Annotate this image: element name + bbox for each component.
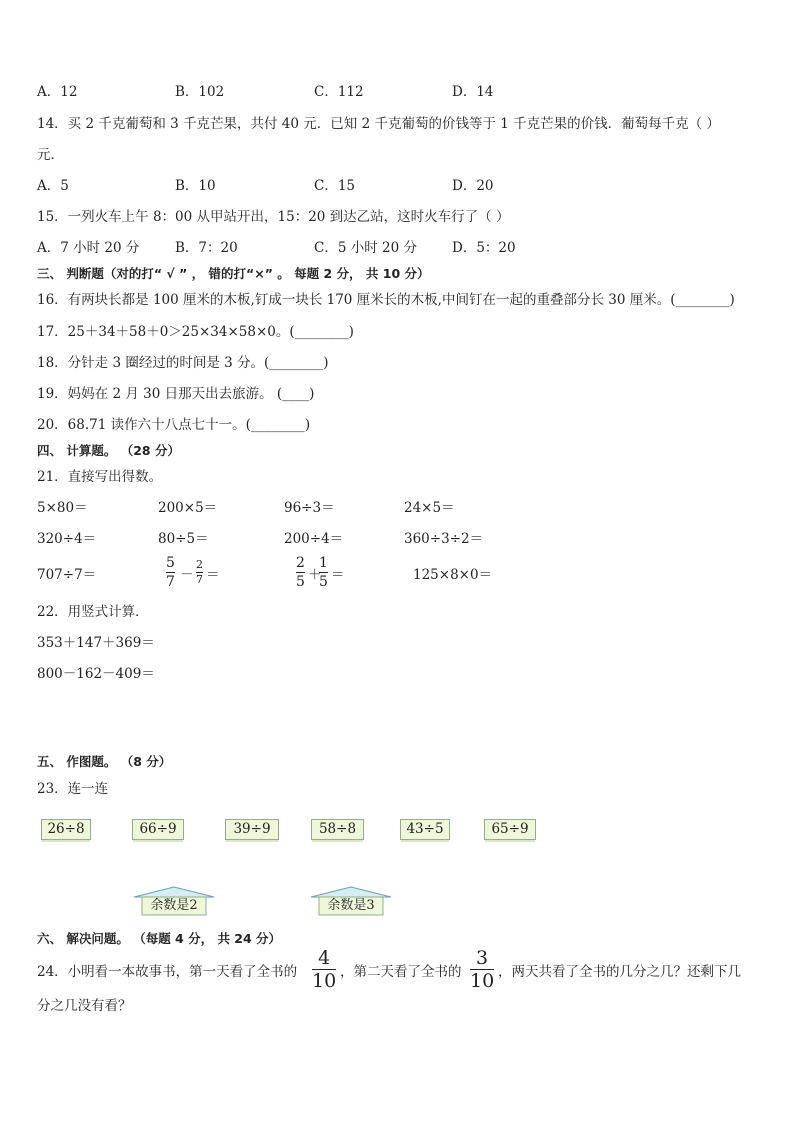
fraction-bar [319, 572, 328, 573]
fraction-numerator: 5 [166, 555, 175, 571]
q14-option-d: D．20 [452, 178, 494, 194]
remainder-target-3[interactable] [309, 886, 393, 916]
q15-option-b: B．7：20 [175, 240, 238, 256]
division-card[interactable]: 58÷8 [311, 819, 364, 840]
q16-text: 16．有两块长都是 100 厘米的木板,钉成一块长 170 厘米长的木板,中间钉在一起的重叠部分长 30 厘米。(________) [37, 292, 735, 308]
q14-text: 14．买 2 千克葡萄和 3 千克芒果，共付 40 元．已知 2 千克葡萄的价钱等于 1 千克芒果的价钱．葡萄每千克（ ） [37, 116, 720, 132]
q19-text: 19．妈妈在 2 月 30 日那天出去旅游。 (____) [37, 386, 315, 402]
section-5-heading: 五、 作图题。 （8 分） [37, 754, 172, 769]
fraction-numerator: 4 [318, 947, 331, 969]
q24-text-cont: 分之几没有看？ [37, 998, 132, 1014]
q15-text: 15．一列火车上午 8：00 从甲站开出，15：20 到达乙站，这时火车行了（ ） [37, 209, 510, 225]
fraction-denominator: 10 [312, 970, 337, 992]
q21-expr: 200×5＝ [158, 500, 218, 516]
fraction-bar [296, 572, 305, 573]
fraction-denominator: 5 [319, 574, 328, 590]
fraction-numerator: 2 [296, 555, 305, 571]
q21-expr: 96÷3＝ [284, 500, 335, 516]
q13-option-c: C．112 [314, 84, 364, 100]
division-card[interactable]: 65÷9 [484, 819, 536, 840]
q20-text: 20．68.71 读作六十八点七十一。(________) [37, 417, 311, 433]
q13-option-b: B．102 [175, 84, 225, 100]
section-4-heading: 四、 计算题。 （28 分） [37, 443, 180, 458]
q22-expr-1: 353＋147＋369＝ [37, 635, 155, 651]
fraction-bar [166, 572, 175, 573]
fraction-denominator: 7 [196, 573, 203, 586]
q14-option-a: A．5 [37, 178, 69, 194]
remainder-label: 余数是3 [327, 898, 375, 913]
q21-expr: 320÷4＝ [37, 531, 97, 547]
q15-option-a: A．7 小时 20 分 [37, 240, 140, 256]
remainder-label: 余数是2 [150, 898, 198, 913]
q24-text-b: ，第二天看了全书的 [340, 964, 462, 980]
q24-text-c: ，两天共看了全书的几分之几？还剩下几 [498, 964, 741, 980]
q15-option-d: D．5：20 [452, 240, 516, 256]
fraction-denominator: 5 [296, 574, 305, 590]
q24-text-a: 24．小明看一本故事书，第一天看了全书的 [37, 964, 298, 980]
section-3-heading: 三、 判断题（对的打“ √ ” ， 错的打“×” 。 每题 2 分， 共 10 分） [37, 266, 430, 281]
q17-text: 17．25＋34＋58＋0＞25×34×58×0。(________) [37, 324, 354, 340]
q21-expr: 200÷4＝ [284, 531, 344, 547]
fraction [312, 948, 336, 991]
q21-expr: 80÷5＝ [158, 531, 209, 547]
q22-title: 22．用竖式计算． [37, 604, 149, 620]
q21-expr: 125×8×0＝ [413, 567, 493, 583]
fraction [166, 555, 175, 590]
q21-expr: 360÷3÷2＝ [404, 531, 484, 547]
equals: ＝ [331, 567, 345, 583]
division-card[interactable]: 43÷5 [400, 819, 450, 840]
fraction-numerator: 1 [319, 555, 328, 571]
fraction [319, 555, 328, 590]
division-card[interactable]: 26÷8 [41, 819, 91, 840]
operator: － [180, 567, 194, 583]
fraction-numerator: 3 [476, 947, 489, 969]
fraction [296, 555, 305, 590]
q14-text-cont: 元． [37, 147, 64, 163]
fraction-denominator: 10 [470, 970, 495, 992]
q22-expr-2: 800－162－409＝ [37, 666, 155, 682]
equals: ＝ [206, 567, 220, 583]
q13-option-d: D．14 [452, 84, 494, 100]
operator: ＋ [308, 567, 322, 583]
q14-option-c: C．15 [314, 178, 356, 194]
q21-title: 21．直接写出得数。 [37, 469, 163, 485]
q21-expr: 707÷7＝ [37, 567, 97, 583]
fraction-numerator: 2 [196, 558, 203, 571]
division-card[interactable]: 39÷9 [225, 819, 279, 840]
q15-option-c: C．5 小时 20 分 [314, 240, 417, 256]
q18-text: 18．分针走 3 圈经过的时间是 3 分。(________) [37, 355, 329, 371]
q21-expr: 5×80＝ [37, 500, 88, 516]
remainder-target-2[interactable] [132, 886, 216, 916]
q13-option-a: A．12 [37, 84, 78, 100]
fraction [470, 948, 494, 991]
fraction-denominator: 7 [166, 574, 175, 590]
section-6-heading: 六、 解决问题。 （每题 4 分， 共 24 分） [37, 931, 282, 946]
q23-title: 23．连一连 [37, 781, 109, 797]
q21-expr: 24×5＝ [404, 500, 455, 516]
division-card[interactable]: 66÷9 [132, 819, 184, 840]
fraction [196, 559, 203, 586]
q14-option-b: B．10 [175, 178, 216, 194]
